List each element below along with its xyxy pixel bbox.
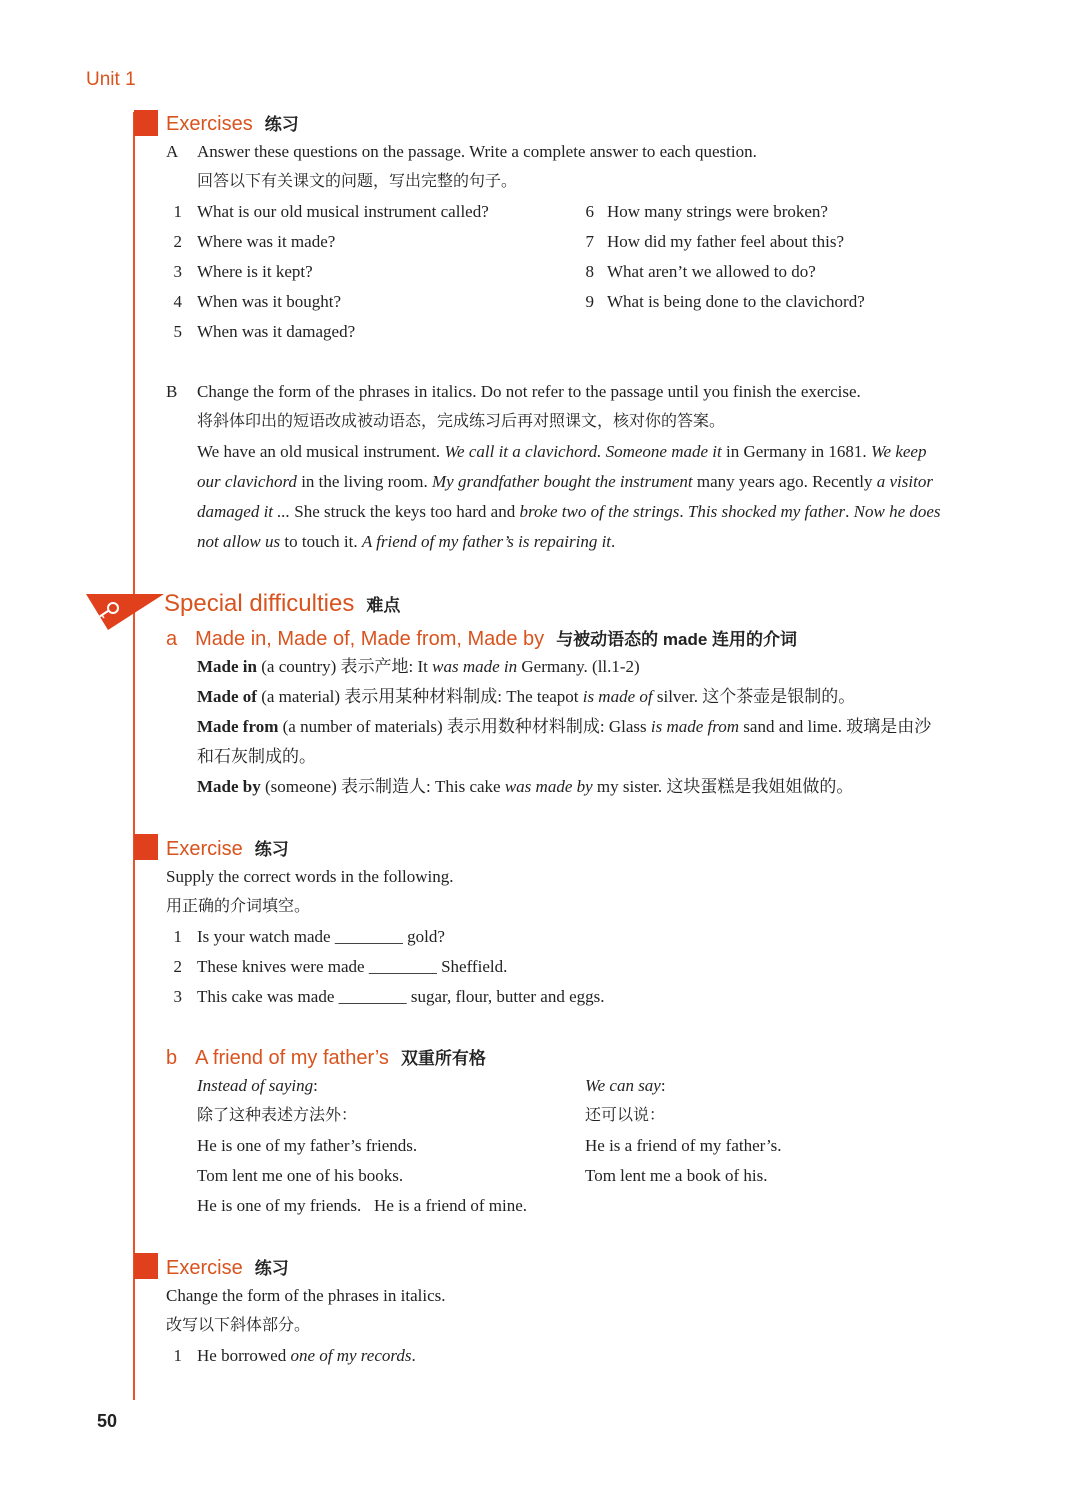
fill-blank-item: These knives were made ________ Sheffield. <box>197 957 508 976</box>
question-text: Where is it kept? <box>197 262 313 281</box>
blank: ________ <box>334 927 403 946</box>
item-number: 1 <box>173 1346 182 1365</box>
special-difficulties-heading: Special difficulties 难点 <box>164 590 401 617</box>
right-column-head: We can say: <box>585 1076 666 1095</box>
right-example: Tom lent me a book of his. <box>585 1166 768 1185</box>
question-text: Where was it made? <box>197 232 336 251</box>
fill-blank-item: Is your watch made ________ gold? <box>197 927 445 946</box>
section-marker <box>134 110 158 136</box>
made-from-line: Made from (a number of materials) 表示用数种材料制成: Glass is made from sand and lime. 玻璃是由沙 <box>197 717 932 736</box>
section-marker <box>134 1253 158 1279</box>
left-column-head: Instead of saying: <box>197 1076 318 1095</box>
part-a-letter: A <box>166 142 179 161</box>
question-number: 5 <box>173 322 182 341</box>
question-number: 8 <box>585 262 594 281</box>
question-number: 4 <box>173 292 182 311</box>
made-of-line: Made of (a material) 表示用某种材料制成: The teapot is made of silver. 这个茶壶是银制的。 <box>197 687 856 706</box>
question-text: What aren’t we allowed to do? <box>607 262 816 281</box>
made-in-line: Made in (a country) 表示产地: It was made in Germany. (ll.1-2) <box>197 657 640 676</box>
question-text: When was it bought? <box>197 292 341 311</box>
part-b-instruction-zh: 将斜体印出的短语改成被动语态，完成练习后再对照课文，核对你的答案。 <box>197 413 726 430</box>
made-from-line-cont: 和石灰制成的。 <box>197 747 316 766</box>
left-example: He is one of my father’s friends. <box>197 1136 418 1155</box>
passage-line-4: not allow us to touch it. A friend of my father’s is repairing it. <box>197 532 616 551</box>
exercise-instruction-zh: 用正确的介词填空。 <box>166 898 311 915</box>
question-text: How did my father feel about this? <box>607 232 844 251</box>
question-number: 1 <box>173 202 182 221</box>
passage-line-3: damaged it ... She struck the keys too hard and broke two of the strings. This shocked my father. Now he does <box>197 502 941 521</box>
item-number: 3 <box>173 987 182 1006</box>
item-number: 1 <box>173 927 182 946</box>
key-icon <box>86 592 166 632</box>
blank: ________ <box>368 957 437 976</box>
question-number: 2 <box>173 232 182 251</box>
exercise-instruction-zh: 改写以下斜体部分。 <box>166 1317 311 1334</box>
margin-rule <box>133 112 135 1400</box>
part-b-letter: B <box>166 382 178 401</box>
exercise-instruction: Supply the correct words in the following. <box>166 867 454 886</box>
question-text: How many strings were broken? <box>607 202 828 221</box>
exercise-item: He borrowed one of my records. <box>197 1346 416 1365</box>
blank: ________ <box>338 987 407 1006</box>
exercise-heading: Exercise 练习 <box>166 1257 289 1279</box>
right-column-head-zh: 还可以说： <box>585 1107 666 1124</box>
right-example: He is a friend of my father’s. <box>585 1136 782 1155</box>
question-number: 9 <box>585 292 594 311</box>
fill-blank-item: This cake was made ________ sugar, flour, butter and eggs. <box>197 987 605 1006</box>
left-example: Tom lent me one of his books. <box>197 1166 404 1185</box>
section-marker <box>134 834 158 860</box>
subsection-b-heading: b A friend of my father’s 双重所有格 <box>166 1047 486 1069</box>
part-a-instruction: Answer these questions on the passage. Write a complete answer to each question. <box>197 142 757 161</box>
page-number: 50 <box>97 1411 118 1431</box>
item-number: 2 <box>173 957 182 976</box>
made-by-line: Made by (someone) 表示制造人: This cake was made by my sister. 这块蛋糕是我姐姐做的。 <box>197 777 854 796</box>
exercise-instruction: Change the form of the phrases in italics. <box>166 1286 446 1305</box>
question-number: 3 <box>173 262 182 281</box>
question-number: 6 <box>585 202 594 221</box>
passage-line-1: We have an old musical instrument. We call it a clavichord. Someone made it in Germany in 1681. We keep <box>197 442 927 461</box>
unit-label: Unit 1 <box>86 69 136 90</box>
left-example: He is one of my friends. He is a friend of mine. <box>197 1196 527 1215</box>
exercises-heading: Exercises 练习 <box>166 113 299 135</box>
question-text: What is our old musical instrument called? <box>197 202 489 221</box>
exercise-heading: Exercise 练习 <box>166 838 289 860</box>
subsection-a-heading: a Made in, Made of, Made from, Made by 与被动语态的 made 连用的介词 <box>166 628 798 650</box>
left-column-head-zh: 除了这种表述方法外： <box>197 1107 358 1124</box>
question-text: What is being done to the clavichord? <box>607 292 865 311</box>
passage-line-2: our clavichord in the living room. My grandfather bought the instrument many years ago. Recently a visitor <box>197 472 933 491</box>
part-b-instruction: Change the form of the phrases in italics. Do not refer to the passage until you finish the exercise. <box>197 382 861 401</box>
question-number: 7 <box>585 232 594 251</box>
question-text: When was it damaged? <box>197 322 356 341</box>
part-a-instruction-zh: 回答以下有关课文的问题，写出完整的句子。 <box>197 173 518 190</box>
